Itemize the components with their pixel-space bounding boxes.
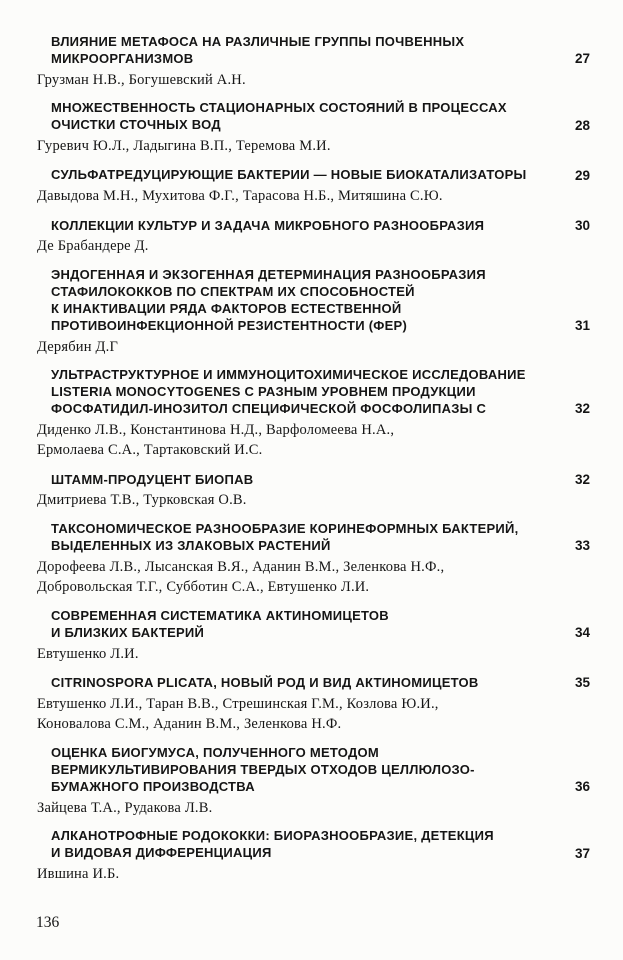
entry-title-line: И БЛИЗКИХ БАКТЕРИЙ: [51, 624, 205, 640]
entry-title-row: [37, 674, 590, 692]
entry-title: [37, 218, 562, 235]
entry-page-number: 35: [574, 675, 590, 691]
page-folio-number: 136: [36, 914, 60, 931]
entry-title-row: [37, 367, 590, 418]
entry-author-line: Коновалова С.М., Аданин В.М., Зеленкова Н.Ф.: [37, 716, 342, 733]
entry-page-number: 32: [574, 401, 590, 417]
entry-title-line: ВЕРМИКУЛЬТИВИРОВАНИЯ ТВЕРДЫХ ОТХОДОВ ЦЕЛЛЮЛОЗО-: [51, 761, 475, 777]
toc-entry: [37, 100, 590, 156]
entry-title-line: ПРОТИВОИНФЕКЦИОННОЙ РЕЗИСТЕНТНОСТИ (ФЕР): [51, 317, 408, 333]
entry-title: [37, 675, 562, 692]
toc-entry: [37, 167, 590, 207]
entry-title: [37, 745, 562, 796]
entry-page-number: 31: [574, 317, 590, 333]
entry-title-line: CITRINOSPORA PLICATA, НОВЫЙ РОД И ВИД АКТИНОМИЦЕТОВ: [51, 675, 479, 691]
entry-title: [37, 472, 562, 489]
entry-authors: [37, 798, 590, 819]
toc-entry: [37, 608, 590, 664]
entry-title-line: ОЦЕНКА БИОГУМУСА, ПОЛУЧЕННОГО МЕТОДОМ: [51, 745, 379, 761]
entry-page-number: 37: [574, 845, 590, 861]
entry-author-line: Дорофеева Л.В., Лысанская В.Я., Аданин В.М., Зеленкова Н.Ф.,: [37, 558, 445, 575]
entry-author-line: Зайцева Т.А., Рудакова Л.В.: [37, 799, 213, 816]
entry-author-line: Добровольская Т.Г., Субботин С.А., Евтушенко Л.И.: [37, 579, 370, 596]
entry-title-row: [37, 608, 590, 642]
entry-authors: [37, 70, 590, 91]
toc-entry: [37, 828, 590, 884]
entry-page-number: 33: [574, 538, 590, 554]
entry-title-line: УЛЬТРАСТРУКТУРНОЕ И ИММУНОЦИТОХИМИЧЕСКОЕ ИССЛЕДОВАНИЕ: [51, 367, 526, 383]
entry-authors: [37, 236, 590, 257]
toc-entry: [37, 745, 590, 818]
entry-title-line: LISTERIA MONOCYTOGENES С РАЗНЫМ УРОВНЕМ ПРОДУКЦИИ: [51, 384, 476, 399]
entry-title-row: [37, 100, 590, 134]
entry-title-line: К ИНАКТИВАЦИИ РЯДА ФАКТОРОВ ЕСТЕСТВЕННОЙ: [51, 300, 402, 316]
entry-page-number: 29: [574, 167, 590, 183]
entry-title: [37, 828, 562, 862]
entry-page-number: 30: [574, 217, 590, 233]
entry-authors: [37, 186, 590, 207]
entry-title-line: МНОЖЕСТВЕННОСТЬ СТАЦИОНАРНЫХ СОСТОЯНИЙ В ПРОЦЕССАХ: [51, 100, 507, 116]
entry-author-line: Дерябин Д.Г: [37, 338, 119, 355]
entry-author-line: Диденко Л.В., Константинова Н.Д., Варфоломеева Н.А.,: [37, 421, 395, 438]
entry-page-number: 27: [574, 51, 590, 67]
entry-title-line: ЭНДОГЕННАЯ И ЭКЗОГЕННАЯ ДЕТЕРМИНАЦИЯ РАЗНООБРАЗИЯ: [51, 266, 486, 282]
entry-title-line: ОЧИСТКИ СТОЧНЫХ ВОД: [51, 117, 221, 133]
entry-authors: [37, 490, 590, 511]
entry-authors: [37, 864, 590, 885]
entry-author-line: Грузман Н.В., Богушевский А.Н.: [37, 71, 246, 88]
toc-entry: [37, 521, 590, 598]
entry-authors: [37, 136, 590, 157]
entry-title: [37, 608, 562, 642]
entry-author-line: Евтушенко Л.И.: [37, 645, 139, 662]
entry-authors: [37, 337, 590, 358]
entry-author-line: Евтушенко Л.И., Таран В.В., Стрешинская Г.М., Козлова Ю.И.,: [37, 695, 439, 712]
entry-title-line: ФОСФАТИДИЛ-ИНОЗИТОЛ СПЕЦИФИЧЕСКОЙ ФОСФОЛИПАЗЫ С: [51, 400, 487, 416]
entry-author-line: Ермолаева С.А., Тартаковский И.С.: [37, 442, 263, 459]
entry-title-line: ВЫДЕЛЕННЫХ ИЗ ЗЛАКОВЫХ РАСТЕНИЙ: [51, 537, 331, 553]
entry-title-row: [37, 267, 590, 335]
entry-author-line: Де Брабандере Д.: [37, 238, 149, 255]
entry-title-line: АЛКАНОТРОФНЫЕ РОДОКОККИ: БИОРАЗНООБРАЗИЕ, ДЕТЕКЦИЯ: [51, 828, 494, 844]
toc-entry: [37, 217, 590, 257]
entry-title: [37, 367, 562, 418]
toc-entry: [37, 34, 590, 90]
entry-title-row: [37, 745, 590, 796]
entry-title-line: КОЛЛЕКЦИИ КУЛЬТУР И ЗАДАЧА МИКРОБНОГО РАЗНООБРАЗИЯ: [51, 217, 485, 233]
entry-title-row: [37, 471, 590, 489]
entry-authors: [37, 644, 590, 665]
entry-author-line: Давыдова М.Н., Мухитова Ф.Г., Тарасова Н.Б., Митяшина С.Ю.: [37, 188, 443, 205]
entry-title: [37, 521, 562, 555]
toc-entry: [37, 267, 590, 357]
entry-title-line: СТАФИЛОКОККОВ ПО СПЕКТРАМ ИХ СПОСОБНОСТЕЙ: [51, 283, 415, 299]
toc-entry: [37, 367, 590, 461]
entry-title: [37, 167, 562, 184]
entry-authors: [37, 694, 590, 735]
entry-title: [37, 100, 562, 134]
toc-entry: [37, 471, 590, 511]
entry-title: [37, 34, 562, 68]
entry-title-line: ТАКСОНОМИЧЕСКОЕ РАЗНООБРАЗИЕ КОРИНЕФОРМНЫХ БАКТЕРИЙ,: [51, 521, 519, 537]
entry-title-row: [37, 217, 590, 235]
entry-page-number: 28: [574, 117, 590, 133]
entry-page-number: 36: [574, 779, 590, 795]
entry-title-line: ШТАММ-ПРОДУЦЕНТ БИОПАВ: [51, 471, 254, 487]
entry-author-line: Дмитриева Т.В., Турковская О.В.: [37, 492, 247, 509]
entry-title-line: БУМАЖНОГО ПРОИЗВОДСТВА: [51, 778, 255, 794]
entry-title-line: МИКРООРГАНИЗМОВ: [51, 50, 194, 66]
entry-title: [37, 267, 562, 335]
entry-title-line: И ВИДОВАЯ ДИФФЕРЕНЦИАЦИЯ: [51, 845, 272, 861]
entry-title-line: СУЛЬФАТРЕДУЦИРУЮЩИЕ БАКТЕРИИ — НОВЫЕ БИОКАТАЛИЗАТОРЫ: [51, 167, 527, 183]
entry-authors: [37, 557, 590, 598]
entry-author-line: Ившина И.Б.: [37, 866, 120, 883]
entry-page-number: 34: [574, 625, 590, 641]
toc-entry: [37, 674, 590, 735]
entry-author-line: Гуревич Ю.Л., Ладыгина В.П., Теремова М.И.: [37, 138, 331, 155]
entry-title-row: [37, 521, 590, 555]
entry-page-number: 32: [574, 471, 590, 487]
toc-list: [37, 34, 590, 885]
entry-authors: [37, 420, 590, 461]
entry-title-line: СОВРЕМЕННАЯ СИСТЕМАТИКА АКТИНОМИЦЕТОВ: [51, 608, 389, 623]
entry-title-line: ВЛИЯНИЕ МЕТАФОСА НА РАЗЛИЧНЫЕ ГРУППЫ ПОЧВЕННЫХ: [51, 34, 465, 49]
entry-title-row: [37, 34, 590, 68]
entry-title-row: [37, 167, 590, 185]
entry-title-row: [37, 828, 590, 862]
